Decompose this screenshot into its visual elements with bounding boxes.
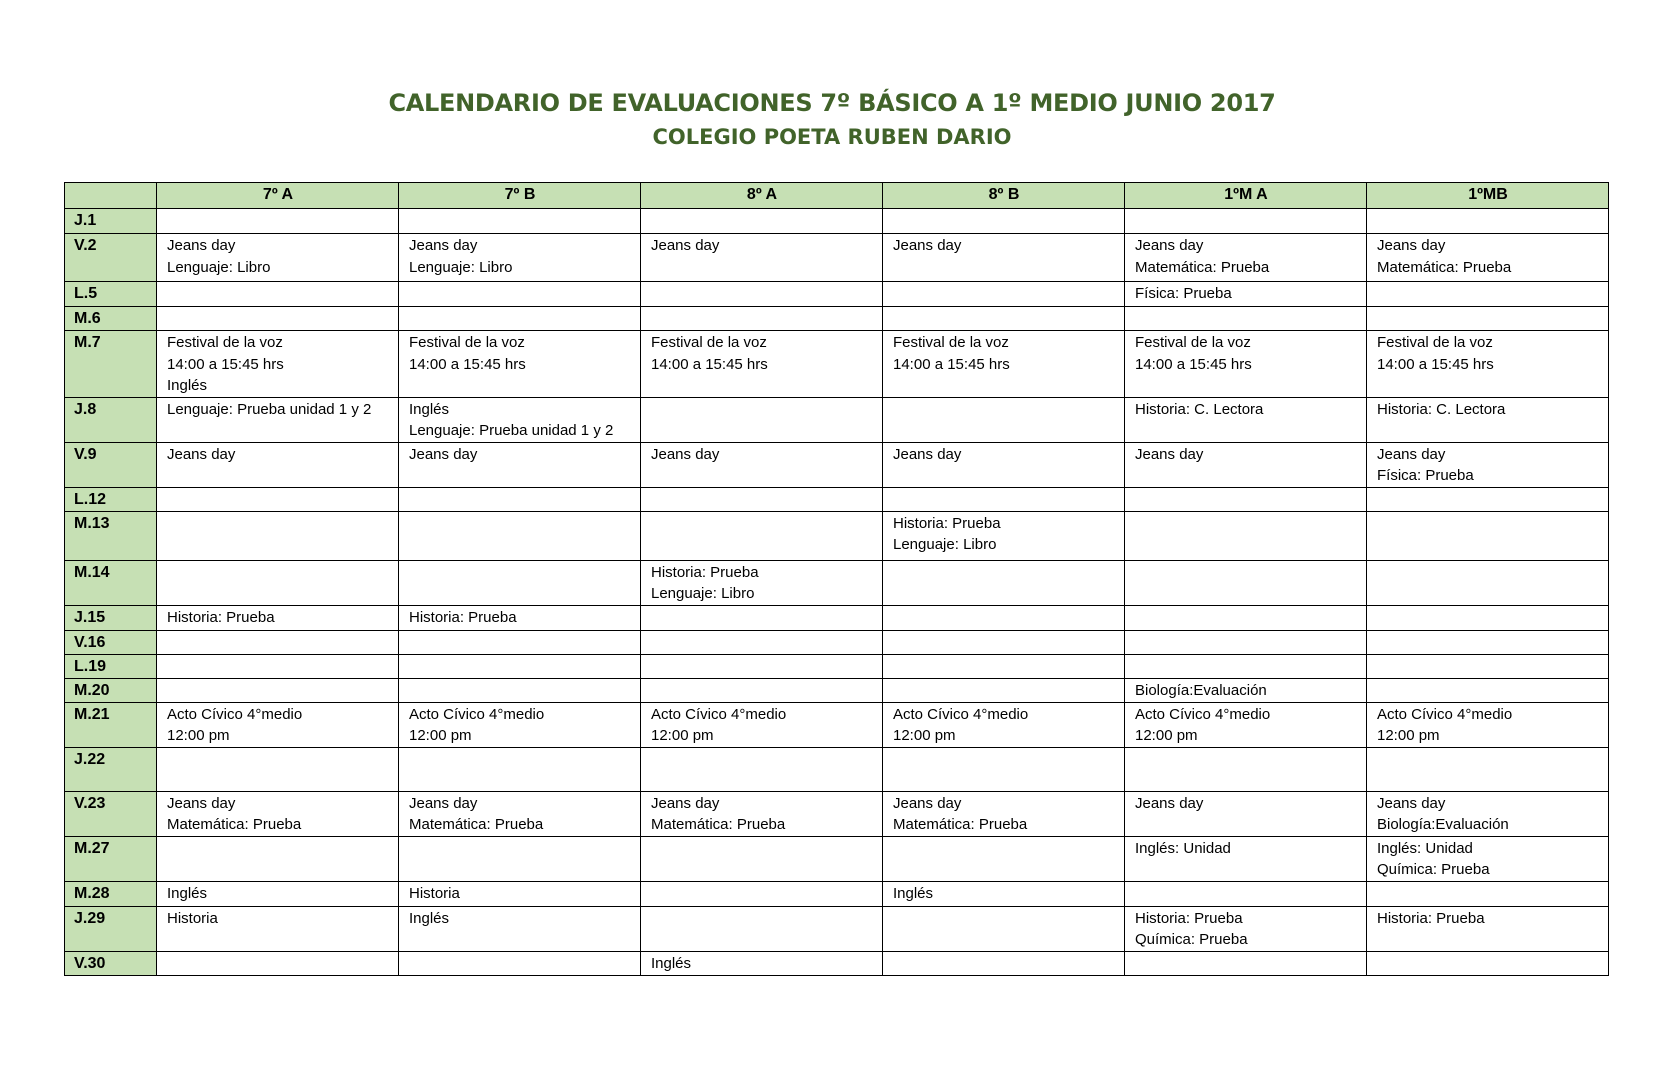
evaluation-entry: Jeans day xyxy=(1377,237,1446,254)
table-row xyxy=(65,605,1609,630)
schedule-cell xyxy=(1125,331,1367,398)
schedule-cell xyxy=(883,209,1125,234)
day-label: M.6 xyxy=(65,307,157,331)
schedule-cell xyxy=(1367,702,1609,747)
schedule-cell xyxy=(157,307,399,331)
evaluation-entry: Festival de la voz xyxy=(651,334,767,351)
evaluation-entry: Biología:Evaluación xyxy=(1377,816,1509,833)
evaluation-entry: Física: Prueba xyxy=(1135,285,1232,302)
evaluation-entry: Inglés xyxy=(167,884,208,902)
evaluation-entry: Acto Cívico 4°medio xyxy=(409,705,545,723)
schedule-cell xyxy=(1125,881,1367,906)
table-row xyxy=(65,234,1609,282)
schedule-cell xyxy=(883,307,1125,331)
evaluation-entry: Jeans day xyxy=(893,237,962,254)
evaluation-entry: 14:00 a 15:45 hrs xyxy=(893,355,1010,373)
column-header-class: 7º A xyxy=(157,183,399,209)
schedule-cell xyxy=(641,791,883,836)
schedule-cell xyxy=(399,282,641,307)
evaluation-entry: Matemática: Prueba xyxy=(1135,258,1270,276)
evaluation-entry: Historia: Prueba xyxy=(167,608,275,626)
schedule-cell xyxy=(1367,442,1609,487)
schedule-cell xyxy=(1367,747,1609,791)
schedule-cell xyxy=(641,630,883,654)
schedule-cell xyxy=(399,234,641,282)
evaluation-entry: Acto Cívico 4°medio xyxy=(1135,705,1271,723)
evaluation-entry: 12:00 pm xyxy=(409,727,472,744)
day-label: M.21 xyxy=(65,702,157,747)
evaluation-entry: 14:00 a 15:45 hrs xyxy=(409,355,526,373)
day-label: M.27 xyxy=(65,836,157,881)
evaluation-entry: 14:00 a 15:45 hrs xyxy=(651,355,768,373)
schedule-cell xyxy=(883,836,1125,881)
schedule-cell xyxy=(883,630,1125,654)
schedule-cell xyxy=(883,951,1125,975)
evaluation-entry: Jeans day xyxy=(409,237,478,254)
schedule-cell xyxy=(1367,331,1609,398)
schedule-cell xyxy=(399,906,641,951)
evaluation-entry: Jeans day xyxy=(1377,794,1446,812)
table-row xyxy=(65,702,1609,747)
evaluation-entry: Biología:Evaluación xyxy=(1135,681,1267,699)
schedule-cell xyxy=(641,836,883,881)
evaluation-entry: Acto Cívico 4°medio xyxy=(167,705,303,723)
schedule-cell xyxy=(1125,397,1367,442)
schedule-cell xyxy=(883,331,1125,398)
evaluation-entry: Matemática: Prueba xyxy=(893,816,1028,833)
schedule-cell xyxy=(1367,560,1609,605)
evaluation-entry: Festival de la voz xyxy=(1377,334,1493,351)
schedule-cell xyxy=(399,747,641,791)
schedule-cell xyxy=(1125,791,1367,836)
evaluation-entry: Inglés xyxy=(893,884,934,902)
schedule-cell xyxy=(641,560,883,605)
schedule-cell xyxy=(1125,678,1367,702)
day-label: M.28 xyxy=(65,881,157,906)
schedule-cell xyxy=(1367,951,1609,975)
schedule-cell xyxy=(157,702,399,747)
day-label: J.8 xyxy=(65,397,157,442)
schedule-cell xyxy=(1125,630,1367,654)
schedule-cell xyxy=(157,331,399,398)
schedule-cell xyxy=(157,791,399,836)
schedule-cell xyxy=(1367,630,1609,654)
schedule-cell xyxy=(1125,747,1367,791)
day-label: J.15 xyxy=(65,605,157,630)
evaluation-entry: Historia xyxy=(409,884,460,902)
schedule-cell xyxy=(1125,511,1367,560)
evaluation-entry: Festival de la voz xyxy=(167,334,283,351)
schedule-cell xyxy=(157,654,399,678)
schedule-cell xyxy=(157,678,399,702)
schedule-cell xyxy=(641,678,883,702)
evaluation-entry: Inglés xyxy=(409,909,450,927)
schedule-cell xyxy=(399,442,641,487)
schedule-cell xyxy=(1367,654,1609,678)
day-label: M.20 xyxy=(65,678,157,702)
evaluation-entry: Química: Prueba xyxy=(1135,931,1248,948)
schedule-cell xyxy=(399,678,641,702)
table-row xyxy=(65,511,1609,560)
schedule-cell xyxy=(157,881,399,906)
table-row xyxy=(65,442,1609,487)
evaluation-calendar-table xyxy=(64,182,1609,976)
evaluation-entry: 12:00 pm xyxy=(651,727,714,744)
table-row xyxy=(65,630,1609,654)
evaluation-entry: Festival de la voz xyxy=(1135,334,1251,351)
schedule-cell xyxy=(1125,836,1367,881)
day-label: L.19 xyxy=(65,654,157,678)
schedule-cell xyxy=(157,747,399,791)
schedule-cell xyxy=(1367,234,1609,282)
evaluation-entry: Lenguaje: Libro xyxy=(167,258,271,276)
day-label: M.13 xyxy=(65,511,157,560)
evaluation-entry: Inglés xyxy=(167,377,208,394)
schedule-cell xyxy=(641,442,883,487)
schedule-cell xyxy=(399,209,641,234)
header-row xyxy=(65,183,1609,209)
evaluation-entry: Jeans day xyxy=(1135,794,1204,812)
day-label: V.2 xyxy=(65,234,157,282)
evaluation-entry: Jeans day xyxy=(651,445,720,463)
schedule-cell xyxy=(399,487,641,511)
schedule-cell xyxy=(1367,906,1609,951)
evaluation-entry: Historia: Prueba xyxy=(409,608,517,626)
evaluation-entry: Inglés: Unidad xyxy=(1377,839,1473,857)
schedule-cell xyxy=(641,747,883,791)
schedule-cell xyxy=(1367,678,1609,702)
schedule-cell xyxy=(641,331,883,398)
schedule-cell xyxy=(883,791,1125,836)
schedule-cell xyxy=(641,307,883,331)
evaluation-entry: Jeans day xyxy=(1135,237,1204,254)
column-header-class: 1ºMB xyxy=(1367,183,1609,209)
evaluation-entry: Jeans day xyxy=(651,794,720,812)
evaluation-entry: Festival de la voz xyxy=(893,334,1009,351)
schedule-cell xyxy=(157,397,399,442)
schedule-cell xyxy=(1125,906,1367,951)
schedule-cell xyxy=(1125,282,1367,307)
schedule-cell xyxy=(883,747,1125,791)
schedule-cell xyxy=(157,209,399,234)
table-header xyxy=(65,183,1609,209)
evaluation-entry: Lenguaje: Libro xyxy=(893,536,997,553)
schedule-cell xyxy=(399,560,641,605)
table-row xyxy=(65,836,1609,881)
schedule-cell xyxy=(641,881,883,906)
schedule-cell xyxy=(1125,560,1367,605)
schedule-cell xyxy=(883,605,1125,630)
schedule-cell xyxy=(641,906,883,951)
schedule-cell xyxy=(1125,209,1367,234)
evaluation-entry: 14:00 a 15:45 hrs xyxy=(1377,355,1494,373)
evaluation-entry: Acto Cívico 4°medio xyxy=(1377,705,1513,723)
schedule-cell xyxy=(641,605,883,630)
table-row xyxy=(65,209,1609,234)
schedule-cell xyxy=(1125,487,1367,511)
evaluation-entry: Jeans day xyxy=(1377,445,1446,463)
schedule-cell xyxy=(157,906,399,951)
schedule-cell xyxy=(1367,881,1609,906)
schedule-cell xyxy=(883,487,1125,511)
schedule-cell xyxy=(641,487,883,511)
evaluation-entry: Jeans day xyxy=(893,445,962,463)
evaluation-entry: Lenguaje: Libro xyxy=(409,258,513,276)
evaluation-entry: Lenguaje: Prueba unidad 1 y 2 xyxy=(167,400,372,418)
evaluation-entry: Historia: Prueba xyxy=(1377,909,1485,927)
schedule-cell xyxy=(157,836,399,881)
schedule-cell xyxy=(641,951,883,975)
table-row xyxy=(65,654,1609,678)
schedule-cell xyxy=(641,511,883,560)
schedule-cell xyxy=(157,630,399,654)
evaluation-entry: Historia: Prueba xyxy=(651,563,759,581)
day-label: V.30 xyxy=(65,951,157,975)
evaluation-entry: Jeans day xyxy=(167,445,236,463)
schedule-cell xyxy=(1125,234,1367,282)
evaluation-entry: Historia: Prueba xyxy=(1135,909,1243,927)
schedule-cell xyxy=(883,678,1125,702)
evaluation-entry: Inglés: Unidad xyxy=(1135,839,1231,857)
schedule-cell xyxy=(157,511,399,560)
schedule-cell xyxy=(1125,605,1367,630)
evaluation-entry: Jeans day xyxy=(1135,445,1204,463)
day-label: J.22 xyxy=(65,747,157,791)
schedule-cell xyxy=(157,605,399,630)
table-row xyxy=(65,678,1609,702)
day-label: V.9 xyxy=(65,442,157,487)
schedule-cell xyxy=(399,630,641,654)
schedule-cell xyxy=(1367,511,1609,560)
evaluation-entry: Historia xyxy=(167,909,218,927)
schedule-cell xyxy=(399,397,641,442)
schedule-cell xyxy=(883,654,1125,678)
schedule-cell xyxy=(399,791,641,836)
evaluation-entry: Festival de la voz xyxy=(409,334,525,351)
evaluation-entry: Química: Prueba xyxy=(1377,861,1490,878)
schedule-cell xyxy=(399,307,641,331)
schedule-cell xyxy=(1367,605,1609,630)
schedule-cell xyxy=(641,397,883,442)
evaluation-entry: Matemática: Prueba xyxy=(1377,258,1512,276)
schedule-cell xyxy=(157,951,399,975)
schedule-cell xyxy=(399,702,641,747)
schedule-cell xyxy=(399,605,641,630)
schedule-cell xyxy=(157,234,399,282)
column-header-class: 7º B xyxy=(399,183,641,209)
page-subtitle: COLEGIO POETA RUBEN DARIO xyxy=(652,125,1012,149)
evaluation-entry: Lenguaje: Libro xyxy=(651,585,755,602)
table-row xyxy=(65,560,1609,605)
schedule-cell xyxy=(399,951,641,975)
table-body xyxy=(65,209,1609,976)
schedule-cell xyxy=(883,560,1125,605)
schedule-cell xyxy=(1367,397,1609,442)
schedule-cell xyxy=(157,442,399,487)
evaluation-entry: Acto Cívico 4°medio xyxy=(893,705,1029,723)
table-row xyxy=(65,331,1609,398)
page-title: CALENDARIO DE EVALUACIONES 7º BÁSICO A 1º MEDIO JUNIO 2017 xyxy=(388,89,1276,117)
day-label: V.23 xyxy=(65,791,157,836)
evaluation-entry: Física: Prueba xyxy=(1377,467,1474,484)
schedule-cell xyxy=(641,209,883,234)
schedule-cell xyxy=(157,487,399,511)
schedule-cell xyxy=(1125,951,1367,975)
schedule-cell xyxy=(399,881,641,906)
schedule-cell xyxy=(1367,282,1609,307)
schedule-cell xyxy=(399,511,641,560)
schedule-cell xyxy=(641,234,883,282)
evaluation-entry: Matemática: Prueba xyxy=(167,816,302,833)
evaluation-entry: Jeans day xyxy=(167,237,236,254)
evaluation-entry: 12:00 pm xyxy=(1377,727,1440,744)
schedule-cell xyxy=(883,906,1125,951)
schedule-cell xyxy=(883,702,1125,747)
evaluation-entry: Jeans day xyxy=(409,445,478,463)
day-label: M.14 xyxy=(65,560,157,605)
schedule-cell xyxy=(641,654,883,678)
day-label: J.29 xyxy=(65,906,157,951)
schedule-cell xyxy=(399,331,641,398)
table-row xyxy=(65,791,1609,836)
evaluation-entry: 14:00 a 15:45 hrs xyxy=(1135,355,1252,373)
table-row xyxy=(65,282,1609,307)
day-label: L.5 xyxy=(65,282,157,307)
schedule-cell xyxy=(1125,307,1367,331)
schedule-cell xyxy=(883,282,1125,307)
table-row xyxy=(65,747,1609,791)
day-label: J.1 xyxy=(65,209,157,234)
schedule-cell xyxy=(883,442,1125,487)
column-header-class: 1ºM A xyxy=(1125,183,1367,209)
schedule-cell xyxy=(1125,702,1367,747)
column-header-class: 8º A xyxy=(641,183,883,209)
schedule-cell xyxy=(883,397,1125,442)
schedule-cell xyxy=(1125,654,1367,678)
schedule-cell xyxy=(1367,836,1609,881)
evaluation-entry: Historia: C. Lectora xyxy=(1377,400,1506,418)
evaluation-entry: Jeans day xyxy=(893,794,962,812)
schedule-cell xyxy=(883,234,1125,282)
schedule-cell xyxy=(1367,307,1609,331)
evaluation-entry: Jeans day xyxy=(167,794,236,812)
evaluation-entry: 12:00 pm xyxy=(893,727,956,744)
table-row xyxy=(65,307,1609,331)
evaluation-entry: Jeans day xyxy=(651,237,720,254)
evaluation-entry: 12:00 pm xyxy=(167,727,230,744)
schedule-cell xyxy=(157,282,399,307)
schedule-cell xyxy=(641,702,883,747)
table-row xyxy=(65,906,1609,951)
schedule-cell xyxy=(883,511,1125,560)
schedule-cell xyxy=(1367,209,1609,234)
table-row xyxy=(65,397,1609,442)
evaluation-entry: Matemática: Prueba xyxy=(409,816,544,833)
schedule-cell xyxy=(641,282,883,307)
schedule-cell xyxy=(1367,791,1609,836)
column-header-class: 8º B xyxy=(883,183,1125,209)
day-label: L.12 xyxy=(65,487,157,511)
schedule-cell xyxy=(399,654,641,678)
day-label: M.7 xyxy=(65,331,157,398)
table-row xyxy=(65,487,1609,511)
table-row xyxy=(65,881,1609,906)
schedule-cell xyxy=(883,881,1125,906)
day-label: V.16 xyxy=(65,630,157,654)
evaluation-entry: 12:00 pm xyxy=(1135,727,1198,744)
evaluation-entry: Historia: C. Lectora xyxy=(1135,400,1264,418)
evaluation-entry: Historia: Prueba xyxy=(893,514,1001,532)
schedule-cell xyxy=(1125,442,1367,487)
evaluation-entry: Lenguaje: Prueba unidad 1 y 2 xyxy=(409,422,614,439)
evaluation-entry: Inglés xyxy=(409,400,450,418)
table-row xyxy=(65,951,1609,975)
column-header-day xyxy=(65,183,157,209)
schedule-cell xyxy=(1367,487,1609,511)
schedule-cell xyxy=(399,836,641,881)
evaluation-entry: Acto Cívico 4°medio xyxy=(651,705,787,723)
schedule-cell xyxy=(157,560,399,605)
evaluation-entry: Matemática: Prueba xyxy=(651,816,786,833)
evaluation-entry: Inglés xyxy=(651,954,692,972)
evaluation-entry: 14:00 a 15:45 hrs xyxy=(167,355,284,373)
evaluation-entry: Jeans day xyxy=(409,794,478,812)
